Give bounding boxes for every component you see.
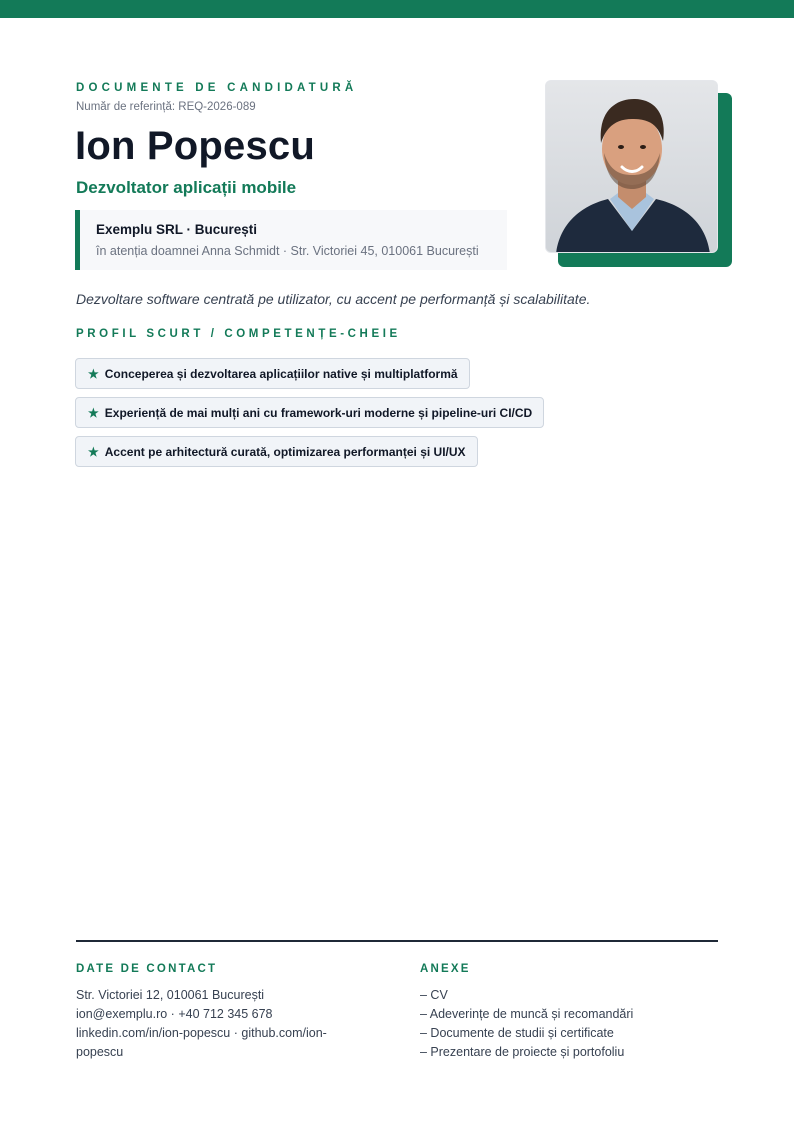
annex-item: – CV (420, 988, 448, 1002)
star-icon: ★ (88, 444, 99, 459)
competency-chip (75, 358, 470, 389)
contact-links: linkedin.com/in/ion-popescu · github.com/ion-popescu (76, 1026, 327, 1059)
candidate-role: Dezvoltator aplicații mobile (76, 178, 297, 197)
competency-chip (75, 436, 478, 467)
recipient-box (75, 210, 507, 270)
footer-divider (76, 940, 718, 942)
recipient-company: Exemplu SRL · București (96, 222, 258, 237)
top-accent-bar (0, 0, 794, 18)
tagline: Dezvoltare software centrată pe utilizator, cu accent pe performanță și scalabilitate. (76, 291, 591, 307)
profile-section-title: PROFIL SCURT / COMPETENȚE-CHEIE (76, 328, 401, 340)
star-icon: ★ (88, 366, 99, 381)
reference-number: Număr de referință: REQ-2026-089 (76, 101, 256, 113)
star-icon: ★ (88, 405, 99, 420)
competency-chip (75, 397, 544, 428)
competency-label: Experiență de mai mulți ani cu framework-uri moderne și pipeline-uri CI/CD (104, 405, 533, 420)
profile-photo (545, 80, 718, 253)
contact-address: Str. Victoriei 12, 010061 București (76, 988, 265, 1002)
contact-email-phone: ion@exemplu.ro · +40 712 345 678 (76, 1007, 273, 1021)
contact-details (76, 986, 356, 1062)
document-eyebrow: DOCUMENTE DE CANDIDATURĂ (76, 82, 358, 94)
annex-title: ANEXE (420, 963, 471, 975)
candidate-name: Ion Popescu (75, 124, 316, 168)
competency-label: Accent pe arhitectură curată, optimizarea performanței și UI/UX (104, 444, 466, 459)
annex-item: – Adeverințe de muncă și recomandări (420, 1007, 634, 1021)
annex-list (420, 986, 720, 1062)
annex-item: – Documente de studii și certificate (420, 1026, 614, 1040)
contact-title: DATE DE CONTACT (76, 963, 218, 975)
recipient-attention: în atenția doamnei Anna Schmidt · Str. Victoriei 45, 010061 București (96, 244, 479, 258)
annex-item: – Prezentare de proiecte și portofoliu (420, 1045, 625, 1059)
competency-label: Conceperea și dezvoltarea aplicațiilor native și multiplatformă (104, 366, 458, 381)
